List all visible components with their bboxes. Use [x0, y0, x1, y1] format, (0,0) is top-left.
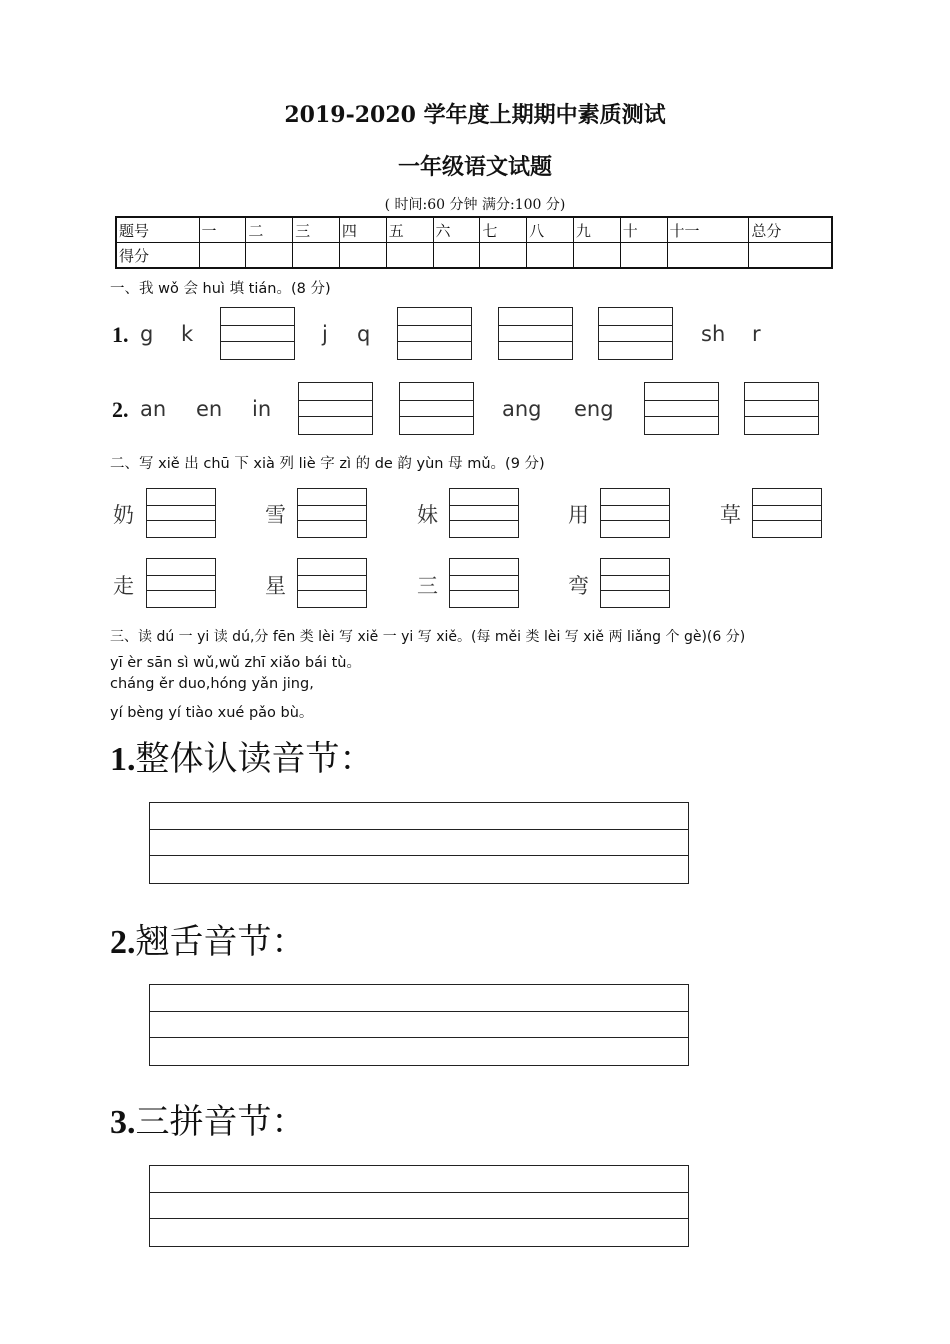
- category-number: 3.: [110, 1104, 136, 1141]
- score-cell: 十一: [667, 217, 749, 243]
- score-cell: 一: [199, 217, 246, 243]
- score-input-cell[interactable]: [667, 243, 749, 269]
- pinyin-k: k: [181, 322, 194, 346]
- score-cell: 三: [293, 217, 340, 243]
- pinyin-writing-box[interactable]: [399, 382, 474, 435]
- pinyin-q: q: [357, 322, 371, 346]
- pinyin-in: in: [252, 397, 272, 421]
- final-writing-box[interactable]: [146, 558, 216, 608]
- score-input-cell[interactable]: [573, 243, 620, 269]
- score-cell: 总分: [749, 217, 832, 243]
- char-xing: 星: [265, 574, 286, 598]
- char-mei: 妹: [417, 503, 438, 527]
- q1-number: 1.: [112, 322, 129, 347]
- pinyin-writing-box[interactable]: [744, 382, 819, 435]
- char-yong: 用: [568, 503, 589, 527]
- pinyin-writing-box[interactable]: [644, 382, 719, 435]
- final-writing-box[interactable]: [600, 558, 670, 608]
- char-cao: 草: [720, 503, 741, 527]
- passage-line: yí bèng yí tiào xué pǎo bù。: [110, 705, 314, 721]
- score-input-cell[interactable]: [749, 243, 832, 269]
- score-input-cell[interactable]: [480, 243, 527, 269]
- score-input-cell[interactable]: [620, 243, 667, 269]
- score-cell: 十: [620, 217, 667, 243]
- final-writing-box[interactable]: [449, 558, 519, 608]
- final-writing-box[interactable]: [297, 488, 367, 538]
- score-cell: 二: [246, 217, 293, 243]
- category-heading: [110, 914, 306, 963]
- score-input-cell[interactable]: [199, 243, 246, 269]
- answer-writing-lines[interactable]: [149, 1165, 689, 1247]
- pinyin-r: r: [752, 322, 761, 346]
- char-zou: 走: [113, 574, 134, 598]
- final-writing-box[interactable]: [449, 488, 519, 538]
- final-writing-box[interactable]: [297, 558, 367, 608]
- score-input-cell[interactable]: [527, 243, 574, 269]
- score-table: [115, 216, 833, 269]
- final-writing-box[interactable]: [146, 488, 216, 538]
- category-label: 翘舌音节：: [135, 922, 306, 962]
- category-number: 2.: [110, 924, 136, 961]
- char-nai: 奶: [113, 503, 134, 527]
- pinyin-eng: eng: [574, 397, 614, 421]
- section3-heading: 三、读 dú 一 yi 读 dú,分 fēn 类 lèi 写 xiě 一 yi 写 xiě。(每 měi 类 lèi 写 xiě 两 liǎng 个 gè)(6 分): [110, 629, 746, 645]
- score-input-cell[interactable]: [386, 243, 433, 269]
- category-label: 整体认读音节：: [135, 739, 374, 779]
- score-cell: 九: [573, 217, 620, 243]
- score-table-score-row: [116, 243, 832, 269]
- pinyin-g: g: [140, 322, 154, 346]
- passage-line: yī èr sān sì wǔ,wǔ zhī xiǎo bái tù。: [110, 655, 361, 671]
- score-input-cell[interactable]: [246, 243, 293, 269]
- score-cell: 八: [527, 217, 574, 243]
- score-table-header-row: [116, 217, 832, 243]
- category-label: 三拼音节：: [135, 1102, 306, 1142]
- category-heading: [110, 1094, 306, 1143]
- section2-heading: 二、写 xiě 出 chū 下 xià 列 liè 字 zì 的 de 韵 yùn 母 mǔ。(9 分): [110, 456, 545, 472]
- category-number: 1.: [110, 741, 136, 778]
- pinyin-en: en: [196, 397, 223, 421]
- score-cell: 题号: [116, 217, 199, 243]
- pinyin-ang: ang: [502, 397, 542, 421]
- pinyin-writing-box[interactable]: [498, 307, 573, 360]
- pinyin-an: an: [140, 397, 167, 421]
- score-cell: 七: [480, 217, 527, 243]
- score-input-cell[interactable]: [293, 243, 340, 269]
- score-input-cell[interactable]: [339, 243, 386, 269]
- char-san: 三: [417, 574, 438, 598]
- score-cell: 五: [386, 217, 433, 243]
- score-cell: 得分: [116, 243, 199, 269]
- page-subtitle: 一年级语文试题: [397, 154, 552, 180]
- char-wan: 弯: [568, 574, 589, 598]
- pinyin-j: j: [322, 322, 328, 346]
- pinyin-writing-box[interactable]: [397, 307, 472, 360]
- char-xue: 雪: [265, 503, 286, 527]
- final-writing-box[interactable]: [600, 488, 670, 538]
- category-heading: [110, 731, 374, 780]
- pinyin-writing-box[interactable]: [298, 382, 373, 435]
- answer-writing-lines[interactable]: [149, 984, 689, 1066]
- pinyin-writing-box[interactable]: [220, 307, 295, 360]
- q2-number: 2.: [112, 397, 129, 422]
- score-input-cell[interactable]: [433, 243, 480, 269]
- page-title: 2019-2020 学年度上期期中素质测试: [284, 102, 666, 128]
- pinyin-writing-box[interactable]: [598, 307, 673, 360]
- final-writing-box[interactable]: [752, 488, 822, 538]
- score-cell: 六: [433, 217, 480, 243]
- score-cell: 四: [339, 217, 386, 243]
- exam-info: ( 时间:60 分钟 满分:100 分): [384, 197, 566, 213]
- pinyin-sh: sh: [701, 322, 726, 346]
- passage-line: cháng ěr duo,hóng yǎn jing,: [110, 676, 314, 692]
- answer-writing-lines[interactable]: [149, 802, 689, 884]
- section1-heading: 一、我 wǒ 会 huì 填 tián。(8 分): [110, 281, 331, 297]
